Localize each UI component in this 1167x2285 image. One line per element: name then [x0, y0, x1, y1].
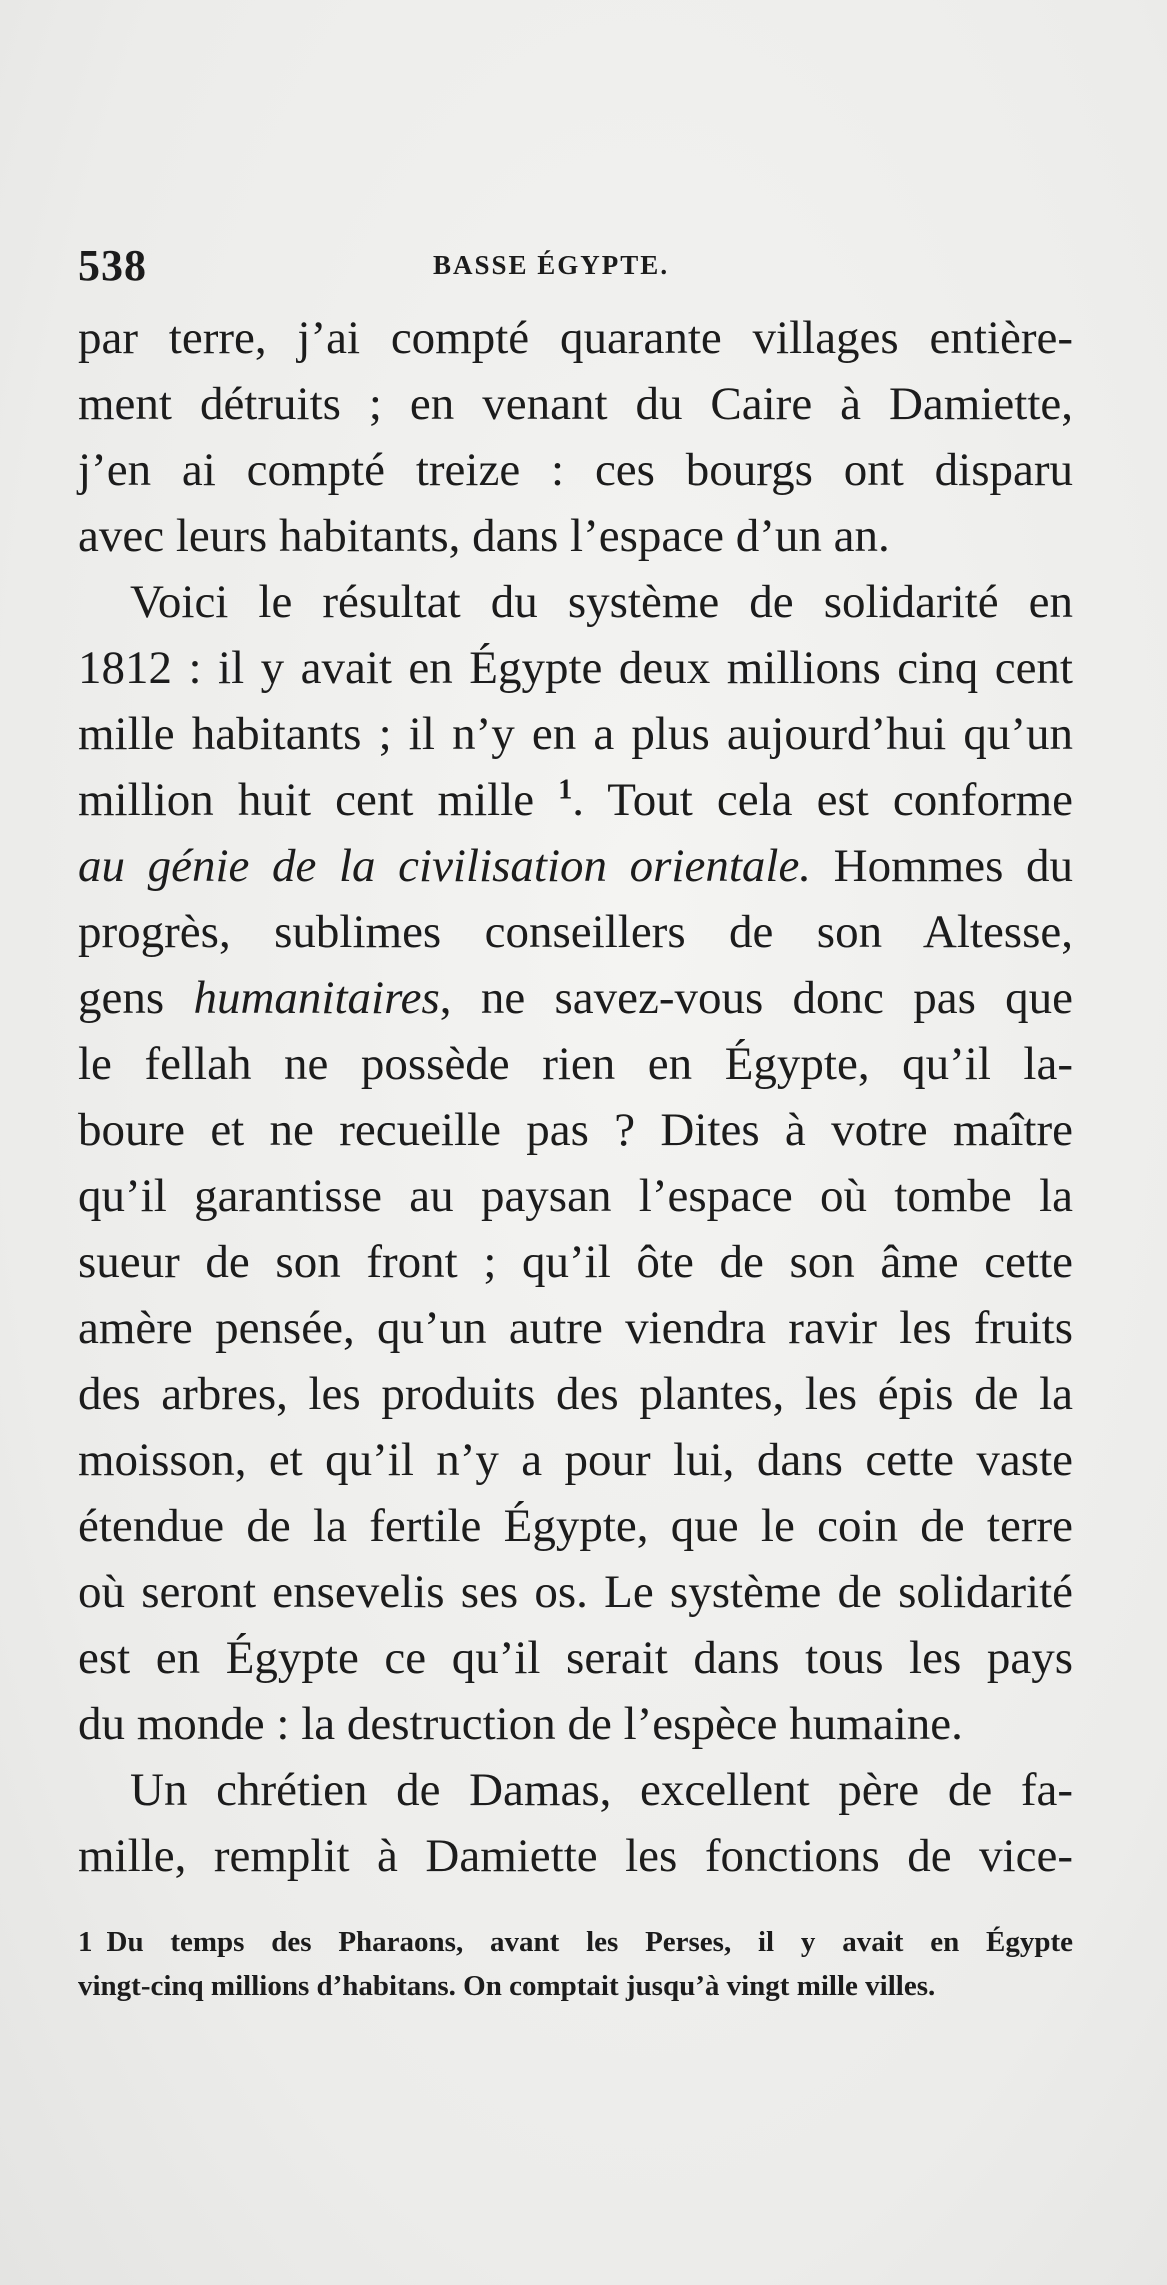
- text-line: étendue de la fertile Égypte, que le coin de terre: [78, 1500, 1073, 1552]
- text-line-with-italic: [78, 965, 1073, 1031]
- text-line: où seront ensevelis ses os. Le système de solidarité: [78, 1566, 1073, 1618]
- text-line-with-italic: [78, 833, 1073, 899]
- text-line: par terre, j’ai compté quarante villages entière-: [78, 312, 1073, 364]
- text-line: mille habitants ; il n’y en a plus aujourd’hui qu’un: [78, 708, 1073, 760]
- footnote-line: vingt-cinq millions d’habitans. On comptait jusqu’à vingt mille villes.: [78, 1970, 936, 2002]
- text-segment: . Tout cela est conforme: [572, 774, 1074, 826]
- page-header: [78, 240, 1078, 290]
- text-line: amère pensée, qu’un autre viendra ravir les fruits: [78, 1302, 1073, 1354]
- italic-word: humanitaires: [193, 972, 440, 1024]
- text-line: moisson, et qu’il n’y a pour lui, dans cette vaste: [78, 1434, 1073, 1486]
- text-segment: Hommes du: [811, 840, 1073, 892]
- footnote-text: Du temps des Pharaons, avant les Perses, il y avait en Égypte: [106, 1926, 1073, 1958]
- text-line: qu’il garantisse au paysan l’espace où tombe la: [78, 1170, 1073, 1222]
- body-text: [78, 305, 1073, 1889]
- text-line: avec leurs habitants, dans l’espace d’un an.: [78, 510, 890, 562]
- text-line: Un chrétien de Damas, excellent père de fa-: [130, 1764, 1073, 1816]
- text-line: le fellah ne possède rien en Égypte, qu’il la-: [78, 1038, 1073, 1090]
- text-line: sueur de son front ; qu’il ôte de son âme cette: [78, 1236, 1073, 1288]
- text-line: est en Égypte ce qu’il serait dans tous les pays: [78, 1632, 1073, 1684]
- text-line-with-note: [78, 767, 1073, 833]
- footnote-marker: 1: [558, 774, 573, 806]
- footnote-line: [78, 1920, 1073, 1964]
- page-number: 538: [78, 241, 147, 290]
- text-line: j’en ai compté treize : ces bourgs ont disparu: [78, 444, 1073, 496]
- text-line: progrès, sublimes conseillers de son Altesse,: [78, 906, 1073, 958]
- italic-phrase: au génie de la civilisation orientale.: [78, 840, 812, 892]
- text-line: 1812 : il y avait en Égypte deux millions cinq cent: [78, 642, 1073, 694]
- text-line: des arbres, les produits des plantes, les épis de la: [78, 1368, 1073, 1420]
- text-line: du monde : la destruction de l’espèce humaine.: [78, 1698, 963, 1750]
- text-line: Voici le résultat du système de solidarité en: [130, 576, 1073, 628]
- text-line: boure et ne recueille pas ? Dites à votre maître: [78, 1104, 1073, 1156]
- footnote: [78, 1920, 1073, 2008]
- text-line: mille, remplit à Damiette les fonctions de vice-: [78, 1830, 1073, 1882]
- text-segment: gens: [78, 972, 165, 1024]
- text-segment: , ne savez-vous donc pas que: [439, 972, 1073, 1024]
- running-head: BASSE ÉGYPTE.: [433, 250, 670, 280]
- text-line: ment détruits ; en venant du Caire à Damiette,: [78, 378, 1073, 430]
- footnote-number: 1: [78, 1926, 93, 1958]
- text-segment: million huit cent mille: [78, 774, 535, 826]
